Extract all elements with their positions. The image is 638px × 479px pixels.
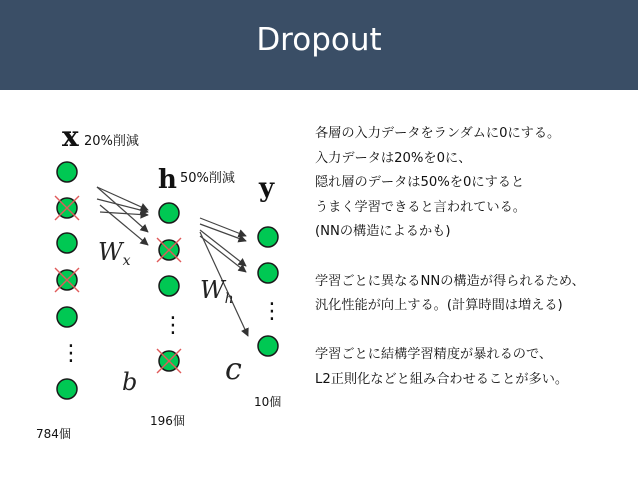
output-node (258, 336, 278, 356)
input-node (57, 162, 77, 182)
note-line: 汎化性能が向上する。(計算時間は増える) (315, 298, 563, 314)
hidden-drop-label: 50%削減 (180, 171, 235, 186)
input-node (57, 307, 77, 327)
weight-wh-main: W (200, 276, 225, 304)
hidden-node (159, 276, 179, 296)
output-node (258, 263, 278, 283)
note-line: 学習ごとに結構学習精度が暴れるので、 (315, 347, 553, 363)
input-count-label: 784個 (36, 427, 71, 441)
note-line: 隠れ層のデータは50%を0にすると (315, 175, 525, 191)
bias-b: b (122, 368, 138, 396)
note-line: うまく学習できると言われている。 (315, 199, 526, 215)
hidden-ellipsis: ⋮ (162, 313, 184, 338)
note-line: 学習ごとに異なるNNの構造が得られるため、 (315, 273, 585, 289)
paragraph-gap (315, 319, 635, 344)
weight-wh (200, 276, 234, 307)
input-node (57, 379, 77, 399)
input-ellipsis: ⋮ (60, 341, 82, 366)
weight-wx-main: W (98, 238, 123, 266)
output-layer (254, 173, 283, 409)
slide-title: Dropout (256, 22, 382, 58)
hidden-count-label: 196個 (150, 414, 185, 428)
weight-wh-sub: h (224, 291, 234, 307)
input-layer-symbol: x (62, 120, 79, 153)
input-drop-label: 20%削減 (84, 134, 139, 149)
output-layer-symbol: y (259, 173, 275, 203)
note-line: 各層の入力データをランダムに0にする。 (315, 126, 561, 141)
paragraph-gap (315, 245, 635, 270)
output-node (258, 227, 278, 247)
note-line: L2正則化などと組み合わせることが多い。 (315, 371, 569, 387)
bias-c: c (225, 352, 242, 387)
hidden-node (159, 203, 179, 223)
output-count-label: 10個 (254, 395, 282, 409)
input-node (57, 233, 77, 253)
weight-wx (98, 238, 131, 269)
weight-wx-sub: x (122, 253, 131, 269)
explanation-text (315, 122, 635, 393)
note-line: (NNの構造によるかも) (315, 224, 451, 240)
output-ellipsis: ⋮ (261, 299, 283, 324)
hidden-layer-symbol: h (158, 165, 177, 195)
note-line: 入力データは20%を0に、 (315, 150, 472, 166)
